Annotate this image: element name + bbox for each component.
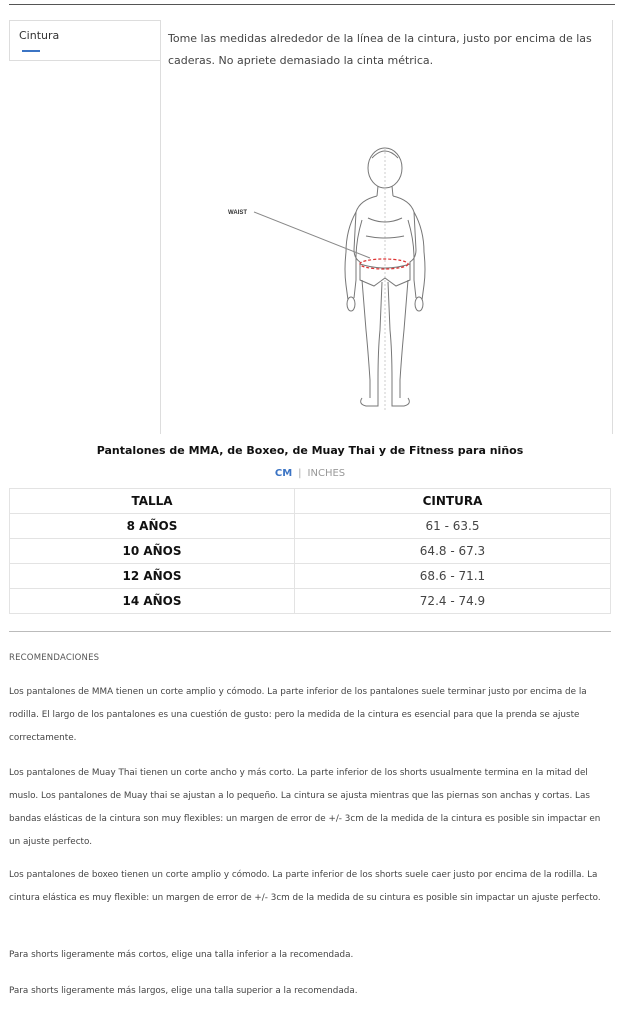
recommendation-mma: Los pantalones de MMA tienen un corte amplio y cómodo. La parte inferior de los pantalones suele terminar justo por encima de la rodilla. El largo de los pantalones es una cuestión de gusto: pero la medida de la cintura es esencial para que la prenda se ajuste correctamente. <box>9 687 587 743</box>
unit-cm-button[interactable]: CM <box>274 468 293 479</box>
size-cell: 14 AÑOS <box>10 589 295 614</box>
tab-cintura-label: Cintura <box>19 29 60 42</box>
waist-cell: 72.4 - 74.9 <box>295 589 611 614</box>
waist-label: WAIST <box>228 210 247 216</box>
recommendation-boxeo: Los pantalones de boxeo tienen un corte amplio y cómodo. La parte inferior de los shorts suele caer justo por encima de la rodilla. La cintura elástica es muy flexible: un margen de error de +/- 3cm de la medida de su cintura es posible sin impactar un ajuste perfecto. <box>9 870 601 903</box>
measurement-description: Tome las medidas alrededor de la línea de la cintura, justo por encima de las caderas. No apriete demasiado la cinta métrica. <box>168 32 592 67</box>
top-divider <box>9 4 615 5</box>
table-row <box>10 539 611 564</box>
size-cell: 12 AÑOS <box>10 564 295 589</box>
child-body-illustration <box>220 140 450 410</box>
size-cell: 10 AÑOS <box>10 539 295 564</box>
waist-cell: 61 - 63.5 <box>295 514 611 539</box>
waist-cell: 68.6 - 71.1 <box>295 564 611 589</box>
size-table-title: Pantalones de MMA, de Boxeo, de Muay Thai y de Fitness para niños <box>96 444 524 457</box>
size-cell: 8 AÑOS <box>10 514 295 539</box>
tab-active-indicator <box>22 50 40 52</box>
recommendation-shorter: Para shorts ligeramente más cortos, elige una talla inferior a la recomendada. <box>9 950 354 960</box>
waist-cell: 64.8 - 67.3 <box>295 539 611 564</box>
column-header-cintura: CINTURA <box>295 489 611 514</box>
tab-cintura[interactable] <box>9 20 160 61</box>
recommendation-muay-thai: Los pantalones de Muay Thai tienen un corte ancho y más corto. La parte inferior de los shorts usualmente termina en la mitad del muslo. Los pantalones de Muay thai se ajustan a lo pequeño. La cintura se ajusta mientras que las piernas son anchas y cortas. Las bandas elásticas de la cintura son muy flexibles: un margen de error de +/- 3cm de la medida de la cintura es posible sin impactar en un ajuste perfecto. <box>9 768 601 847</box>
column-header-talla: TALLA <box>10 489 295 514</box>
recommendation-longer: Para shorts ligeramente más largos, elige una talla superior a la recomendada. <box>9 986 358 996</box>
table-row <box>10 589 611 614</box>
section-divider <box>9 631 611 632</box>
recommendations-heading: RECOMENDACIONES <box>9 653 100 663</box>
measurement-tabs <box>9 20 161 434</box>
table-row <box>10 514 611 539</box>
unit-inches-button[interactable]: INCHES <box>307 468 346 479</box>
size-table <box>9 488 611 614</box>
table-row <box>10 564 611 589</box>
unit-toggle <box>0 468 620 479</box>
table-header-row <box>10 489 611 514</box>
unit-separator: | <box>298 468 302 479</box>
